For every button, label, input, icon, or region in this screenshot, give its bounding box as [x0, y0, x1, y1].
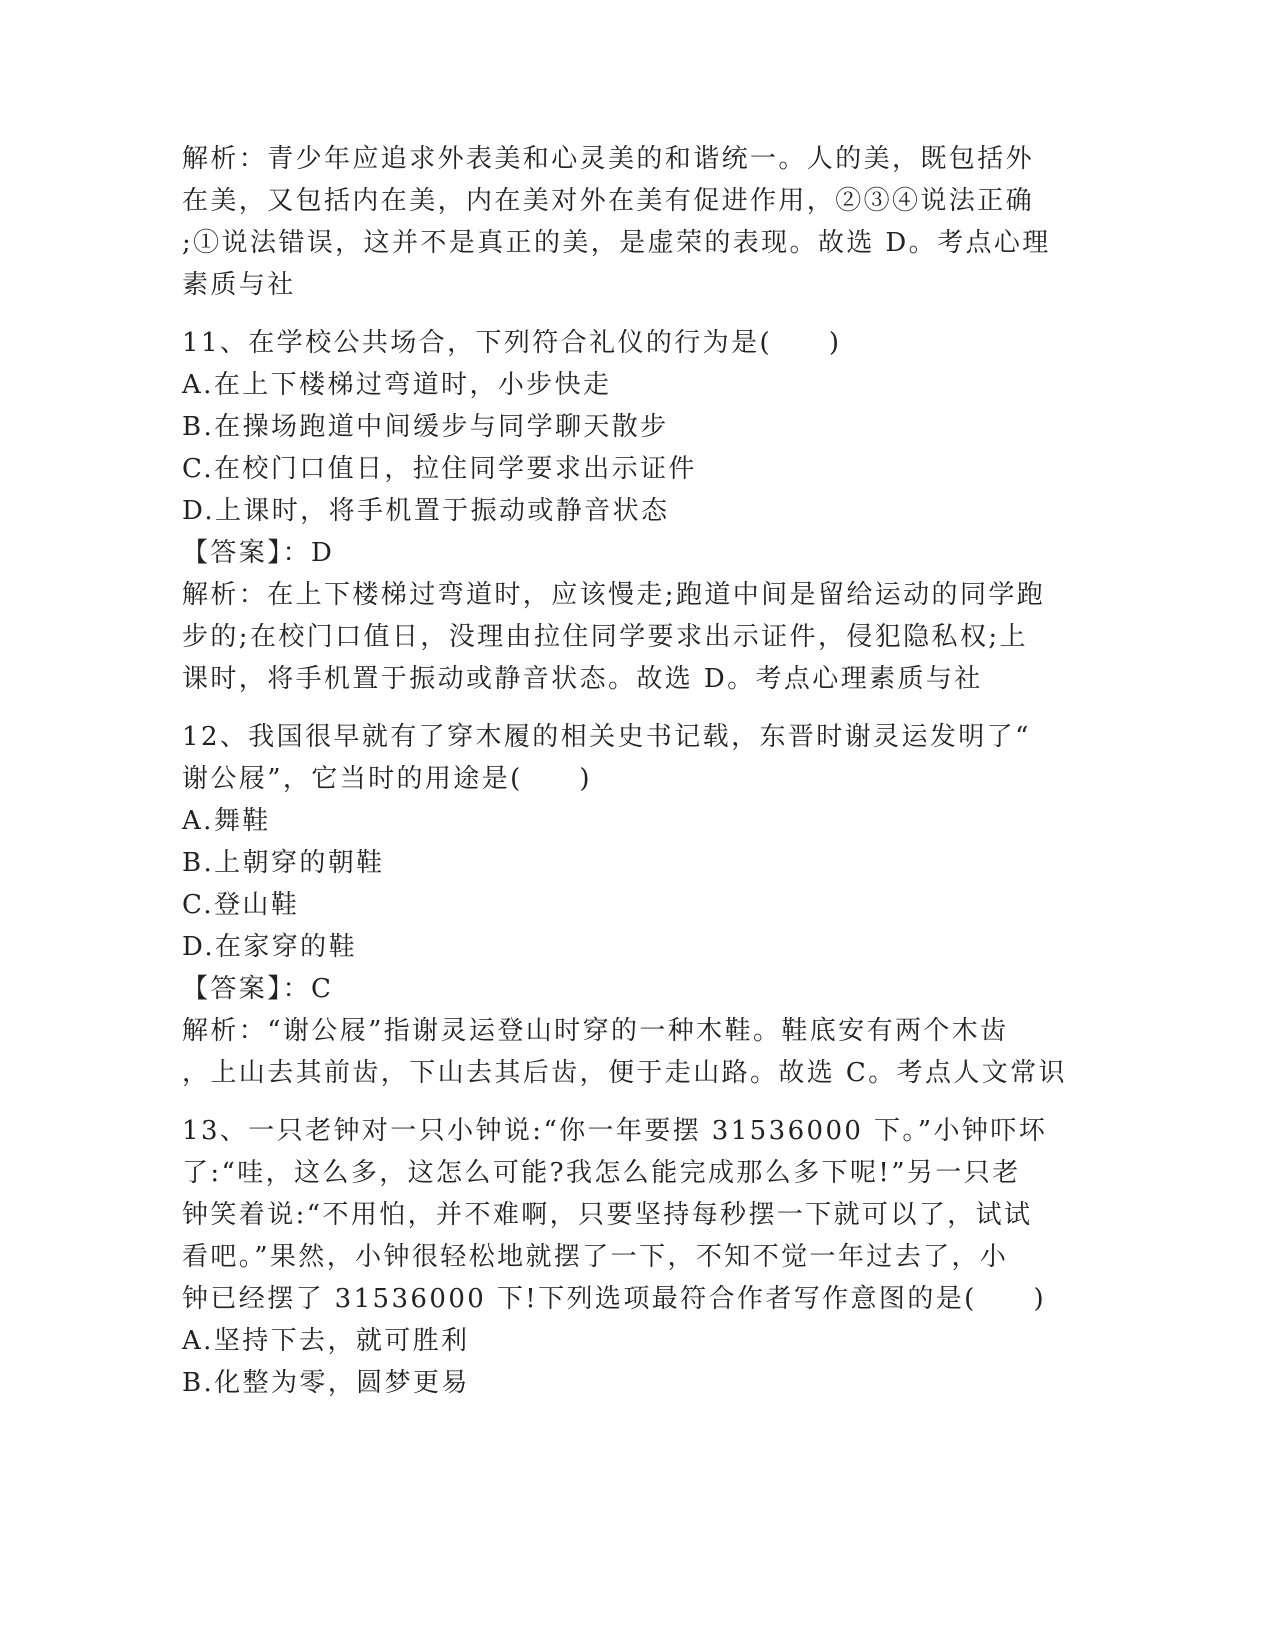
block-gap	[182, 700, 1042, 716]
option-a: A.舞鞋	[182, 806, 271, 836]
answer-line: 【答案】：C	[182, 974, 334, 1004]
analysis-block-q10	[182, 138, 1051, 306]
question-stem: 12、我国很早就有了穿木履的相关史书记载，东晋时谢灵运发明了“	[182, 722, 1031, 752]
question-block-12	[182, 716, 1067, 1094]
question-stem: 了:“哇，这么多，这怎么可能?我怎么能完成那么多下呢!”另一只老	[182, 1158, 1021, 1188]
question-stem: 13、一只老钟对一只小钟说:“你一年要摆 31536000 下。”小钟吓坏	[182, 1116, 1048, 1146]
answer-line: 【答案】：D	[182, 538, 335, 568]
text-line: 解析：青少年应追求外表美和心灵美的和谐统一。人的美，既包括外	[182, 144, 1035, 174]
text-line: 素质与社	[182, 270, 296, 300]
option-b: B.上朝穿的朝鞋	[182, 848, 385, 878]
option-c: C.在校门口值日，拉住同学要求出示证件	[182, 454, 697, 484]
analysis-line: 解析：在上下楼梯过弯道时，应该慢走;跑道中间是留给运动的同学跑	[182, 580, 1046, 610]
question-stem: 看吧。”果然，小钟很轻松地就摆了一下，不知不觉一年过去了，小	[182, 1242, 1009, 1272]
analysis-line: ，上山去其前齿，下山去其后齿，便于走山路。故选 C。考点人文常识	[182, 1058, 1067, 1088]
question-stem: 谢公屐”，它当时的用途是( )	[182, 764, 592, 794]
option-d: D.上课时，将手机置于振动或静音状态	[182, 496, 670, 526]
document-page	[182, 138, 1067, 1404]
text-line: 在美，又包括内在美，内在美对外在美有促进作用，②③④说法正确	[182, 186, 1035, 216]
option-b: B.在操场跑道中间缓步与同学聊天散步	[182, 412, 669, 442]
question-block-13	[182, 1110, 1048, 1404]
question-stem: 钟笑着说:“不用怕，并不难啊，只要坚持每秒摆一下就可以了，试试	[182, 1200, 1033, 1230]
option-b: B.化整为零，圆梦更易	[182, 1368, 470, 1398]
analysis-line: 解析：“谢公屐”指谢灵运登山时穿的一种木鞋。鞋底安有两个木齿	[182, 1016, 1009, 1046]
option-a: A.坚持下去，就可胜利	[182, 1326, 470, 1356]
analysis-line: 课时，将手机置于振动或静音状态。故选 D。考点心理素质与社	[182, 664, 983, 694]
block-gap	[182, 1094, 1042, 1110]
question-stem: 钟已经摆了 31536000 下!下列选项最符合作者写作意图的是( )	[182, 1284, 1047, 1314]
block-gap	[182, 306, 1042, 322]
analysis-line: 步的;在校门口值日，没理由拉住同学要求出示证件，侵犯隐私权;上	[182, 622, 1028, 652]
option-d: D.在家穿的鞋	[182, 932, 357, 962]
option-a: A.在上下楼梯过弯道时，小步快走	[182, 370, 612, 400]
question-block-11	[182, 322, 1046, 700]
text-line: ;①说法错误，这并不是真正的美，是虚荣的表现。故选 D。考点心理	[182, 228, 1051, 258]
question-stem: 11、在学校公共场合，下列符合礼仪的行为是( )	[182, 328, 842, 358]
option-c: C.登山鞋	[182, 890, 300, 920]
